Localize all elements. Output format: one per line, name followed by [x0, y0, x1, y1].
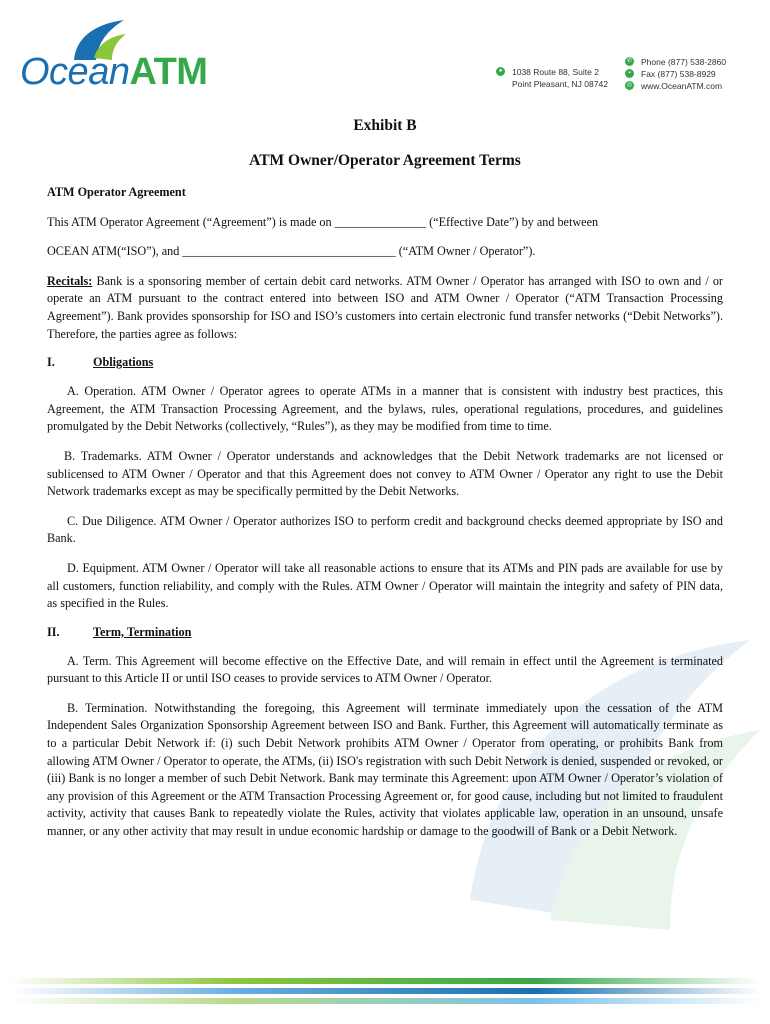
clause-termination: B. Termination. Notwithstanding the foregoing, this Agreement will terminate immediately upon the cessation of the ATM Independent Sales Organization Sponsorship Agreement between ISO and Bank. Further, this Agreement will automatically terminate as to a particular Debit Network if: (i) such Debit Network prohibits ATM Owner / Operator from operating, or prohibits Bank from allowing ATM Owner / Operator to operate, the ATMs, (ii) ISO's registration with such Debit Network is denied, suspended or revoked, or (iii) Bank is no longer a member of such Debit Network. Bank may terminate this Agreement: upon ATM Owner / Operator’s violation of any provision of this Agreement or the ATM Transaction Processing Agreement or, for good cause, including but not limited to fraudulent activity, activity that causes Bank to repeatedly violate the Rules, activity that violates applicable law, operation in an unsound, unsafe manner, or any other activity that may result in undue economic hardship or damage to the goodwill of Bank or a Debit Network.: [47, 700, 723, 839]
address-line-2: Point Pleasant, NJ 08742: [512, 79, 608, 89]
recitals-label: Recitals:: [47, 273, 93, 288]
footer-stripe-light: [10, 998, 760, 1004]
footer-stripe-blue: [10, 988, 760, 994]
letterhead: [0, 0, 770, 110]
address-line-1: 1038 Route 88, Suite 2: [512, 67, 599, 77]
logo-wordmark: [20, 52, 207, 92]
clause-due-diligence: C. Due Diligence. ATM Owner / Operator authorizes ISO to perform credit and background checks deemed appropriate by ISO and Bank.: [47, 513, 723, 546]
contact-web: [625, 80, 726, 92]
footer-stripe-green: [10, 978, 760, 984]
exhibit-label: Exhibit B: [353, 117, 417, 134]
agreement-body: [47, 184, 723, 841]
agreement-heading: ATM Operator Agreement: [47, 185, 186, 199]
clause-trademarks: B. Trademarks. ATM Owner / Operator understands and acknowledges that the Debit Network trademarks are not licensed or sublicensed to ATM Owner / Operator and that this Agreement does not convey to ATM Owner / Operator any right to use the Debit Network trademarks except as may be specifically permitted by the Debit Networks.: [47, 448, 723, 499]
section-title: Obligations: [93, 355, 154, 370]
contact-fax: [625, 68, 726, 80]
contact-phone: [625, 56, 726, 68]
clause-term: A. Term. This Agreement will become effective on the Effective Date, and will remain in effect until the Agreement is terminated pursuant to this Article II or until ISO ceases to provide services to ATM Owner / Operator.: [47, 653, 723, 686]
document-title: ATM Owner/Operator Agreement Terms: [249, 152, 521, 169]
section-obligations-heading: [47, 354, 723, 372]
globe-icon: ◎: [626, 82, 633, 88]
phone-icon: ✆: [626, 58, 633, 64]
section-number: I.: [47, 355, 55, 370]
recitals-paragraph: [47, 273, 723, 343]
fax-icon: ▪: [625, 69, 634, 78]
intro-line-1: This ATM Operator Agreement (“Agreement”) is made on _______________ (“Effective Date”) by and between: [47, 214, 599, 229]
address-block: [496, 66, 608, 90]
fax-text: Fax (877) 538-8929: [641, 69, 716, 79]
intro-line-2: OCEAN ATM(“ISO”), and ___________________________________ (“ATM Owner / Operator”).: [47, 244, 536, 259]
section-term-heading: [47, 624, 723, 642]
web-text[interactable]: www.OceanATM.com: [641, 81, 723, 91]
recitals-text: Bank is a sponsoring member of certain debit card networks. ATM Owner / Operator has arranged with ISO to own and / or operate an ATM pursuant to the contract entered into between ISO and ATM Owner / Operator (“ATM Transaction Processing Agreement”). Bank provides sponsorship for ISO and ISO’s customers into certain electronic fund transfer networks (“Debit Networks”). Therefore, the parties agree as follows:: [47, 273, 723, 341]
clause-equipment: D. Equipment. ATM Owner / Operator will take all reasonable actions to ensure that its ATMs and PIN pads are available for use by all customers, function reliability, and comply with the Rules. ATM Owner / Operator will maintain the integrity and safety of PIN data, as specified in the Rules.: [47, 560, 723, 611]
clause-operation: A. Operation. ATM Owner / Operator agrees to operate ATMs in a manner that is consistent with industry best practices, this Agreement, the ATM Transaction Processing Agreement, and the bylaws, rules, operational regulations, procedures, and guidelines promulgated by the Debit Networks (collectively, “Rules”), as they may be modified from time to time.: [47, 384, 723, 434]
contact-block: [625, 56, 726, 92]
phone-text: Phone (877) 538-2860: [641, 57, 727, 67]
logo-word-ocean: Ocean: [20, 51, 130, 93]
section-number: II.: [47, 624, 60, 639]
location-pin-icon: ●: [496, 67, 505, 76]
footer-stripes: [10, 976, 760, 1016]
logo-word-atm: ATM: [129, 51, 208, 93]
ocean-atm-logo: [20, 18, 250, 96]
section-title: Term, Termination: [93, 624, 192, 639]
